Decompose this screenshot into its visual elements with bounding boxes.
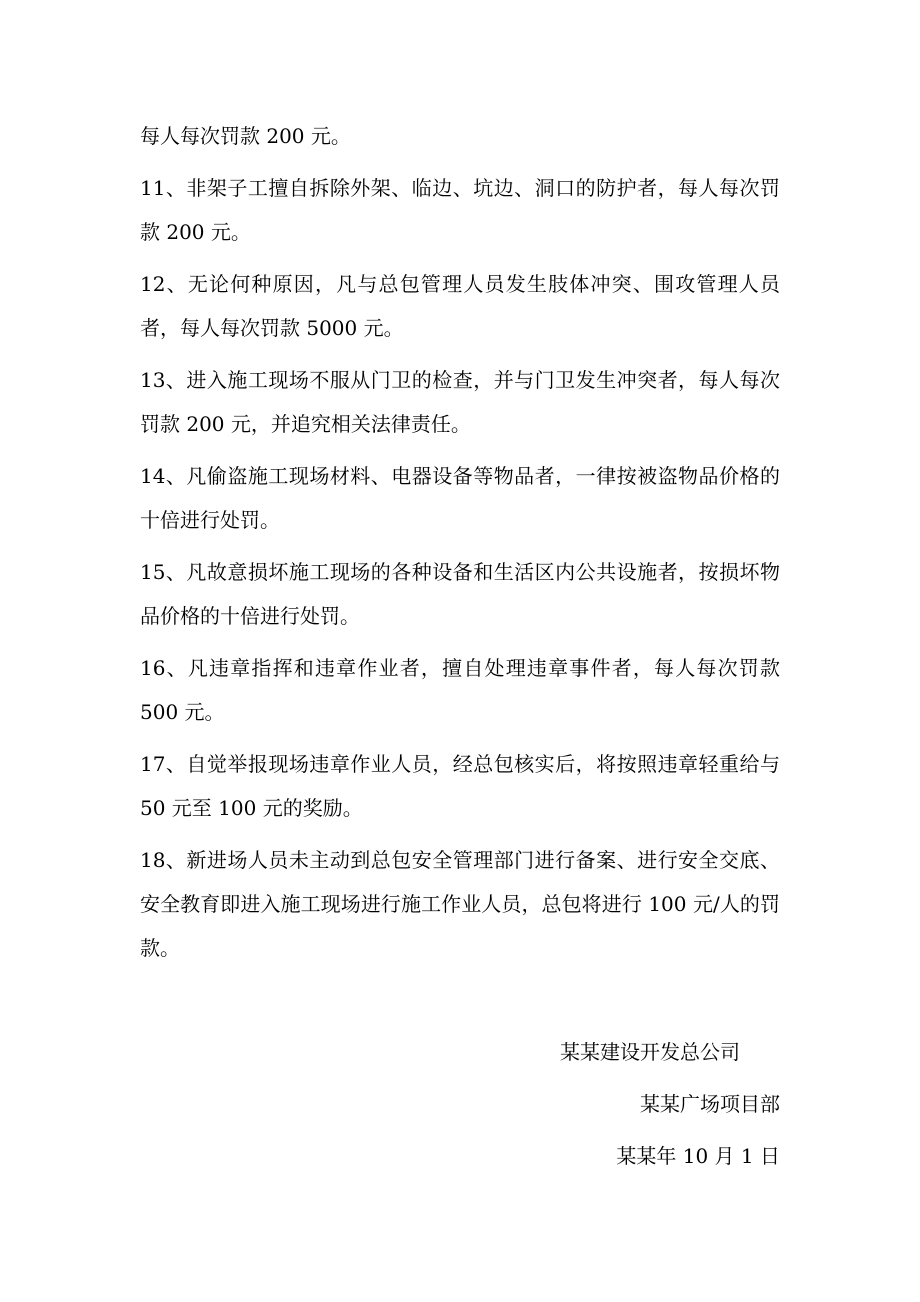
paragraph-item-12: 12、无论何种原因，凡与总包管理人员发生肢体冲突、围攻管理人员者，每人每次罚款 5000 元。 xyxy=(140,272,780,340)
paragraph-continuation: 每人每次罚款 200 元。 xyxy=(140,124,351,148)
paragraph-item-15: 15、凡故意损坏施工现场的各种设备和生活区内公共设施者，按损坏物品价格的十倍进行处罚。 xyxy=(140,560,780,628)
paragraph-item-14: 14、凡偷盗施工现场材料、电器设备等物品者，一律按被盗物品价格的十倍进行处罚。 xyxy=(140,464,780,532)
paragraph-item-17: 17、自觉举报现场违章作业人员，经总包核实后，将按照违章轻重给与 50 元至 100 元的奖励。 xyxy=(140,752,780,820)
paragraph-item-11: 11、非架子工擅自拆除外架、临边、坑边、洞口的防护者，每人每次罚款 200 元。 xyxy=(140,176,780,244)
signature-company: 某某建设开发总公司 xyxy=(560,1040,740,1064)
paragraph-item-16: 16、凡违章指挥和违章作业者，擅自处理违章事件者，每人每次罚款 500 元。 xyxy=(140,656,780,724)
document-body xyxy=(140,114,780,978)
signature-block xyxy=(380,1026,780,1182)
signature-date: 某某年 10 月 1 日 xyxy=(616,1144,780,1168)
paragraph-item-18: 18、新进场人员未主动到总包安全管理部门进行备案、进行安全交底、安全教育即进入施工现场进行施工作业人员，总包将进行 100 元/人的罚款。 xyxy=(140,848,780,960)
signature-department: 某某广场项目部 xyxy=(640,1092,780,1116)
paragraph-item-13: 13、进入施工现场不服从门卫的检查，并与门卫发生冲突者，每人每次罚款 200 元，并追究相关法律责任。 xyxy=(140,368,780,436)
